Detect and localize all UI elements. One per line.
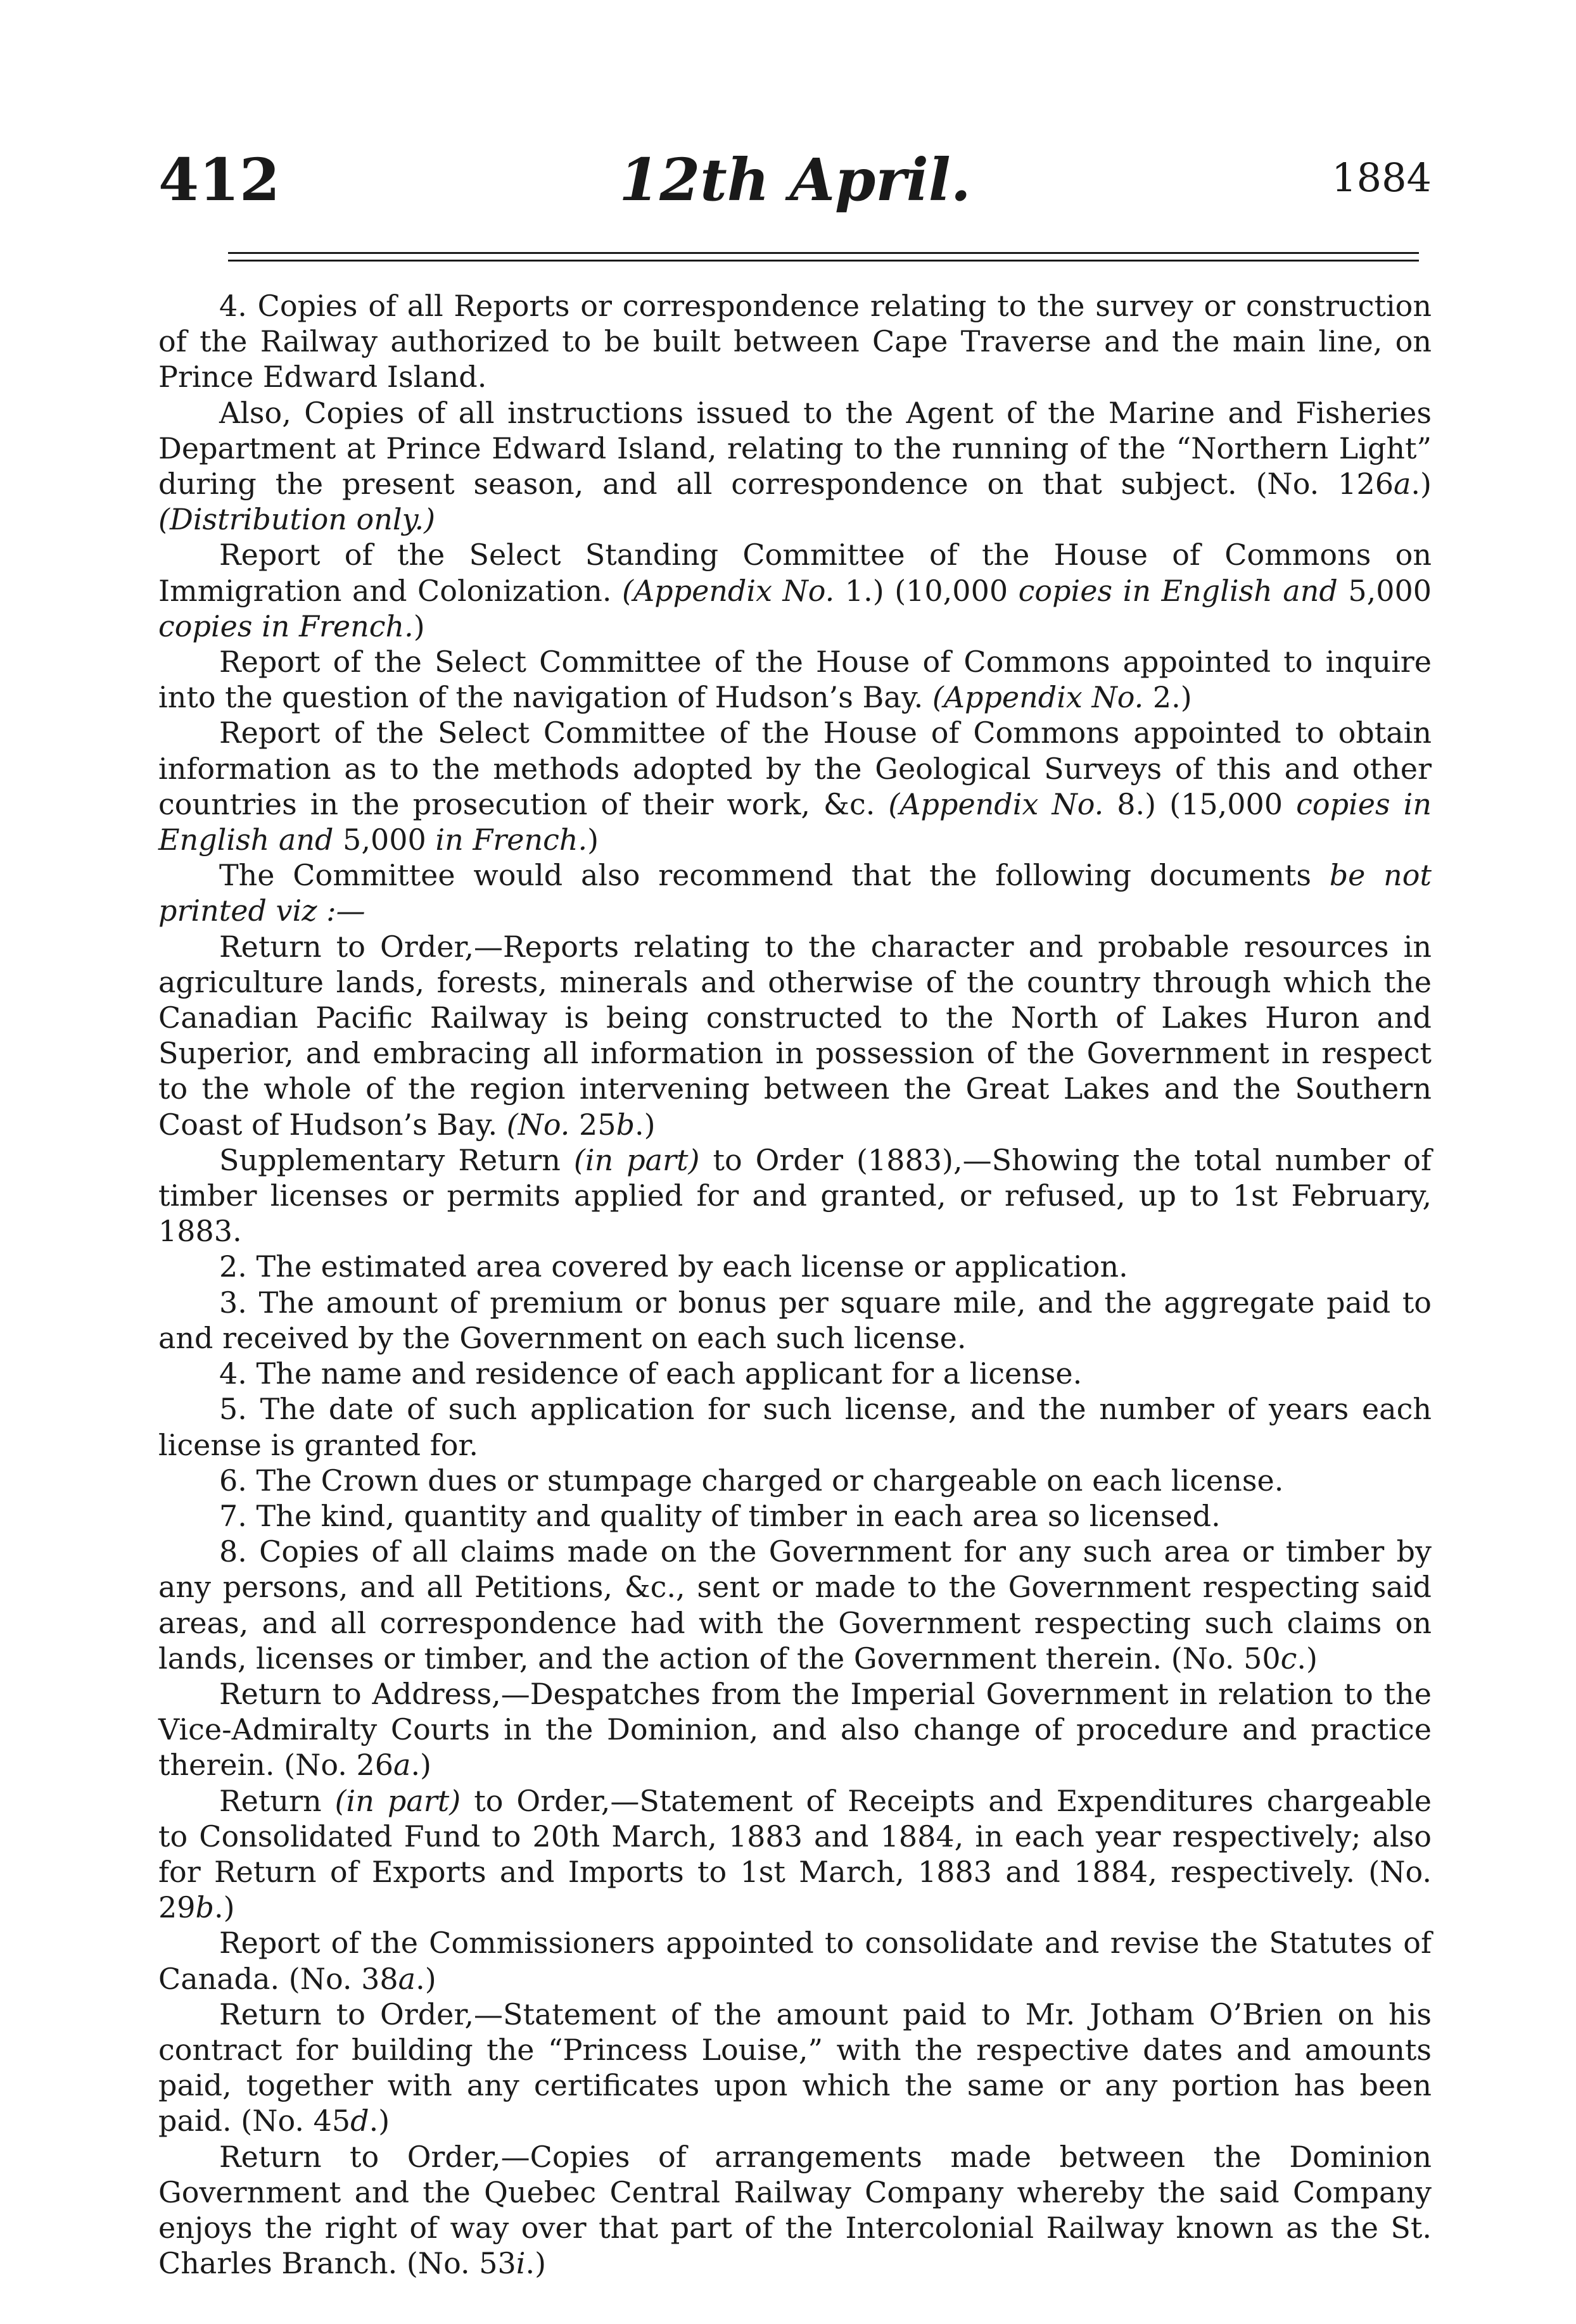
paragraph [158,1783,1432,1926]
text-run: Report of the Commissioners appointed to consolidate and revise the Statutes of Canada. (No. 38 [158,1926,1432,1996]
text-run: 25 [569,1107,616,1142]
text-run: 2. The estimated area covered by each license or application. [219,1249,1128,1284]
paragraph [158,288,1432,395]
paragraph [158,1997,1432,2139]
text-run: to Order (1883),—Showing the total number of timber licenses or permits applied for and granted, or refused, up to 1st February, 1883. [158,1142,1432,1249]
text-run: .) [525,2246,547,2281]
page-number: 412 [158,146,281,214]
text-run: ) [587,823,599,857]
italic-text: copies in English and [158,786,1432,857]
body-text [158,288,1432,2281]
paragraph [158,1249,1432,1284]
italic-text: c [1280,1641,1297,1676]
text-run: 5,000 [333,823,436,857]
italic-text: d [350,2104,369,2138]
paragraph [158,1498,1432,1534]
italic-text: a [393,1748,411,1783]
italic-text: copies in French. [158,609,414,643]
paragraph [158,1391,1432,1462]
paragraph [158,857,1432,928]
text-run: 3. The amount of premium or bonus per square mile, and the aggregate paid to and received by the Government on each such license. [158,1285,1432,1355]
text-run: 5,000 [1337,573,1432,608]
italic-text: (No. [506,1107,570,1142]
text-run: Return to Order,—Statement of the amount paid to Mr. Jotham O’Brien on his contract for building the “Princess Louise,” with the respective dates and amounts paid, together with any certificates upon which the same or any portion has been paid. (No. 45 [158,1997,1432,2138]
paragraph [158,2139,1432,2282]
text-run: Return to Address,—Despatches from the Imperial Government in relation to the Vice-Admiralty Courts in the Dominion, and also change of procedure and practice therein. (No. 26 [158,1676,1432,1783]
header-rule-bottom [228,260,1419,262]
paragraph [158,1142,1432,1249]
text-run: Report of the Select Committee of the House of Commons appointed to inquire into the question of the navigation of Hudson’s Bay. [158,645,1432,715]
italic-text: (Appendix No. [888,786,1104,821]
text-run: .) [410,1748,432,1783]
text-run: The Committee would also recommend that the following documents [219,858,1330,893]
text-run: .) [214,1890,235,1925]
text-run: Also, Copies of all instructions issued to the Agent of the Marine and Fisheries Department at Prince Edward Island, relating to the running of the “Northern Light” during the present season, and all correspondence on that subject. (No. 126 [158,395,1432,502]
text-run: Return [219,1783,335,1818]
header-year: 1884 [1331,155,1432,201]
italic-text: a [1393,467,1411,502]
italic-text: (in part) [334,1783,461,1818]
italic-text: (Distribution only.) [158,502,436,537]
header-rule-top [228,252,1419,254]
paragraph [158,1925,1432,1996]
text-run: Supplementary Return [219,1142,574,1177]
text-run: .) [635,1107,656,1142]
paragraph [158,395,1432,538]
text-run: to Order,—Statement of Receipts and Expenditures chargeable to Consolidated Fund to 20th March, 1883 and 1884, in each year respectively; also for Return of Exports and Imports to 1st March, 1883 and 1884, respectively. (No. 29 [158,1783,1432,1925]
italic-text: b [616,1107,635,1142]
text-run: 6. The Crown dues or stumpage charged or chargeable on each license. [219,1463,1284,1498]
text-run: Return to Order,—Copies of arrangements made between the Dominion Government and the Quebec Central Railway Company whereby the said Company enjoys the right of way over that part of the Intercolonial Railway known as the St. Charles Branch. (No. 53 [158,2139,1432,2281]
paragraph [158,644,1432,715]
text-run: 2.) [1143,680,1192,715]
text-run: Return to Order,—Reports relating to the character and probable resources in agriculture lands, forests, minerals and otherwise of the country through which the Canadian Pacific Railway is being constructed to the North of Lakes Huron and Superior, and embracing all information in possession of the Government in respect to the whole of the region intervening between the Great Lakes and the Southern Coast of Hudson’s Bay. [158,929,1432,1142]
header-date: 12th April. [619,146,971,214]
paragraph [158,715,1432,857]
italic-text: i [516,2246,526,2281]
text-run: .) [1411,467,1432,502]
paragraph [158,1356,1432,1391]
text-run: .) [416,1961,436,1996]
italic-text: (Appendix No. [622,573,835,608]
paragraph [158,1463,1432,1498]
text-run: Report of the Select Committee of the House of Commons appointed to obtain information as to the methods adopted by the Geological Surveys of this and other countries in the prosecution of their work, &c. [158,716,1432,821]
italic-text: in French. [435,823,588,857]
italic-text: be not printed viz :— [158,858,1432,928]
paragraph [158,537,1432,644]
text-run: 7. The kind, quantity and quality of timber in each area so licensed. [219,1498,1221,1533]
text-run: 8. Copies of all claims made on the Government for any such area or timber by any persons, and all Petitions, &c., sent or made to the Government respecting said areas, and all correspondence had with the Government respecting such claims on lands, licenses or timber, and the action of the Government therein. (No. 50 [158,1534,1432,1676]
text-run: ) [413,609,425,643]
text-run: 5. The date of such application for such license, and the number of years each license is granted for. [158,1392,1432,1462]
text-run: 4. The name and residence of each applicant for a license. [219,1356,1083,1391]
page-header [158,146,1432,233]
text-run: .) [1297,1641,1318,1676]
italic-text: b [195,1890,214,1925]
italic-text: (Appendix No. [932,680,1144,715]
paragraph [158,929,1432,1142]
italic-text: (in part) [573,1142,700,1177]
paragraph [158,1676,1432,1783]
italic-text: copies in English and [1018,573,1338,608]
text-run: 1.) (10,000 [834,573,1019,608]
paragraph [158,1285,1432,1356]
paragraph [158,1534,1432,1676]
text-run: Report of the Select Standing Committee of the House of Commons on Immigration and Colonization. [158,538,1432,608]
text-run: 8.) (15,000 [1103,786,1297,821]
text-run: 4. Copies of all Reports or correspondence relating to the survey or construction of the Railway authorized to be built between Cape Traverse and the main line, on Prince Edward Island. [158,289,1432,395]
italic-text: a [398,1961,416,1996]
text-run: .) [369,2104,390,2138]
